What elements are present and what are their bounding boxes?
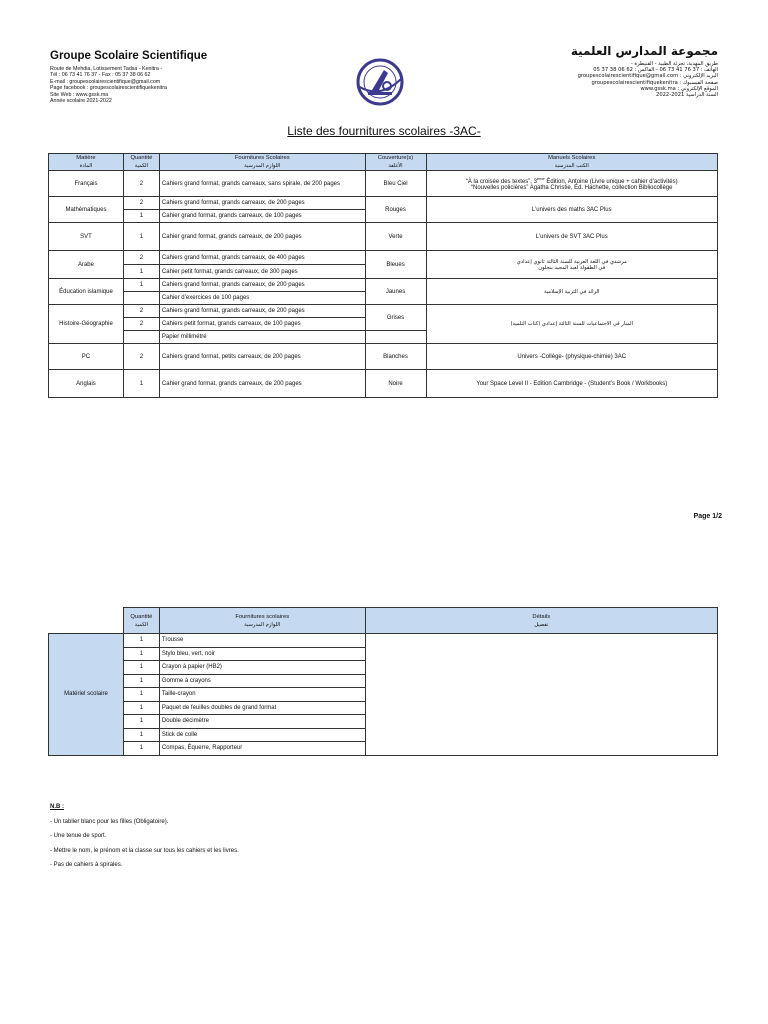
subject-cell: PC <box>49 344 124 370</box>
supply-cell: Cahier grand format, grands carreaux, de 100 pages <box>159 210 365 223</box>
subject-cell: SVT <box>49 223 124 251</box>
header-fr: Matière <box>76 155 96 161</box>
facebook-line: Page facebook : groupescolairescientifiquekenitra <box>50 85 167 92</box>
supply-cell: Stick de colle <box>159 728 365 742</box>
textbook-cell: Univers -Collège- (physique-chimie) 3AC <box>426 344 718 370</box>
col-header-couverture <box>365 154 426 171</box>
header-fr: Fournitures Scolaires <box>234 155 290 161</box>
cover-cell: Bleues <box>365 251 426 279</box>
supply-cell: Cahier grand format, grands carreaux, de 200 pages <box>159 223 365 251</box>
textbook-cell <box>426 279 718 305</box>
empty-corner-cell <box>49 608 124 634</box>
col-header-matiere <box>49 154 124 171</box>
quantity-cell: 1 <box>123 265 159 279</box>
header-ar: اللوازم المدرسية <box>244 621 281 628</box>
document-title-text: Liste des fournitures scolaires -3AC- <box>287 124 481 138</box>
textbook-cell <box>426 251 718 279</box>
header-fr: Quantité <box>130 155 153 161</box>
textbook-text: “À la croisée des textes”, 3 <box>465 179 537 185</box>
supply-cell: Taille-crayon <box>159 688 365 702</box>
note-item: - Un tablier blanc pour les filles (Obligatoire). <box>50 818 169 825</box>
supply-cell: Cahier d’exercices de 100 pages <box>159 292 365 305</box>
school-year-line: Année scolaire 2021-2022 <box>50 98 112 105</box>
col-header-quantite <box>123 608 159 634</box>
table-row <box>49 197 718 210</box>
quantity-cell: 2 <box>123 344 159 370</box>
subject-cell: Anglais <box>49 370 124 398</box>
subject-cell: Arabe <box>49 251 124 279</box>
quantity-cell: 2 <box>123 197 159 210</box>
address-line-ar: طريق المهدية، تجزئة الطبية - القنيطرة - <box>630 61 718 67</box>
quantity-cell: 2 <box>123 305 159 318</box>
supply-cell: Cahiers petit format, grands carreaux, de 100 pages <box>159 318 365 331</box>
col-header-details <box>365 608 717 634</box>
facebook-line-ar: صفحة الفيسبوك : groupescolairescientifiquekenitra <box>591 79 718 86</box>
textbook-line: مرشدي في اللغة العربية للسنة الثالثة ثانوي إعدادي <box>516 258 627 265</box>
textbook-cell: L’univers des maths 3AC Plus <box>426 197 718 223</box>
subject-cell: Histoire-Géographie <box>49 305 124 344</box>
school-year-line-ar: السنة الدراسية 2021-2022 <box>656 92 718 99</box>
page-number: Page 1/2 <box>693 513 722 520</box>
supply-cell: Cahiers grand format, petits carreaux, de 200 pages <box>159 344 365 370</box>
quantity-cell: 1 <box>123 661 159 675</box>
quantity-cell: 1 <box>123 728 159 742</box>
table-row <box>49 223 718 251</box>
header-fr: Couverture(s) <box>377 155 414 161</box>
quantity-cell: 1 <box>123 742 159 756</box>
quantity-cell: 1 <box>123 279 159 292</box>
quantity-cell: 1 <box>123 715 159 729</box>
school-name-fr: Groupe Scolaire Scientifique <box>50 50 208 62</box>
supply-cell: Cahiers grand format, grands carreaux, de 200 pages <box>159 305 365 318</box>
supply-cell: Papier millimétré <box>159 331 365 344</box>
supply-cell: Compas, Équerre, Rapporteur <box>159 742 365 756</box>
header-ar: الكتب المدرسية <box>554 163 589 169</box>
quantity-cell: 1 <box>123 701 159 715</box>
textbook-cell: Your Space Level II - Edition Cambridge - (Student’s Book / Workbooks) <box>426 370 718 398</box>
textbook-line: “Nouvelles policières” Agatha Christie, Éd. Hachette, collection Bibliocollège <box>471 185 673 191</box>
materials-table <box>48 607 718 756</box>
supply-cell: Paquet de feuilles doubles de grand format <box>159 701 365 715</box>
phone-line: Tél : 06 73 41 76 37 - Fax : 05 37 38 06 62 <box>50 72 151 79</box>
supply-cell: Crayon à papier (HB2) <box>159 661 365 675</box>
textbook-line: الرائد في التربية الإسلامية <box>544 288 600 295</box>
quantity-cell: 1 <box>123 674 159 688</box>
header-ar: الأغلفة <box>388 163 403 169</box>
textbook-line: المنار في الاجتماعيات للسنة الثالثة إعدادي (كتاب التلميذ) <box>510 321 633 327</box>
table-row <box>49 279 718 292</box>
quantity-cell: 2 <box>123 171 159 197</box>
textbook-line: في الطفولة لعبد المجيد بنجلون <box>538 264 606 271</box>
school-name-ar: مجموعة المدارس العلمية <box>570 44 718 58</box>
details-cell <box>365 634 717 756</box>
notes-heading: N.B : <box>50 804 64 810</box>
textbook-cell: L’univers de SVT 3AC Plus <box>426 223 718 251</box>
table-row <box>49 370 718 398</box>
textbook-cell <box>426 305 718 344</box>
textbook-sup: ème <box>536 176 545 181</box>
note-item: - Mettre le nom, le prénom et la classe sur tous les cahiers et les livres. <box>50 847 239 854</box>
supply-cell: Cahiers grand format, grands carreaux, sans spirale, de 200 pages <box>159 171 365 197</box>
cover-cell: Grises <box>365 305 426 331</box>
school-header-ar <box>488 44 718 98</box>
cover-cell: Bleu Ciel <box>365 171 426 197</box>
website-line-ar: الموقع الإلكتروني : www.gssk.ma <box>640 85 718 92</box>
quantity-cell <box>123 331 159 344</box>
table-row <box>49 344 718 370</box>
quantity-cell: 1 <box>123 223 159 251</box>
supply-cell: Stylo bleu, vert, noir <box>159 647 365 661</box>
supply-cell: Trousse <box>159 634 365 648</box>
supplies-table <box>48 153 718 398</box>
textbook-line <box>429 176 716 185</box>
cover-cell: Blanches <box>365 344 426 370</box>
textbook-cell <box>426 171 718 197</box>
quantity-cell: 2 <box>123 251 159 265</box>
quantity-cell: 1 <box>123 647 159 661</box>
col-header-quantite <box>123 154 159 171</box>
document-title <box>0 124 768 138</box>
supply-cell: Cahiers grand format, grands carreaux, de 200 pages <box>159 279 365 292</box>
header-fr: Manuels Scolaires <box>548 155 596 161</box>
quantity-cell: 1 <box>123 210 159 223</box>
table-row <box>49 634 718 648</box>
quantity-cell: 1 <box>123 634 159 648</box>
supply-cell: Cahier petit format, grands carreaux, de 300 pages <box>159 265 365 279</box>
cover-cell: Jaunes <box>365 279 426 305</box>
col-header-fournitures <box>159 154 365 171</box>
note-item: - Pas de cahiers à spirales. <box>50 862 123 868</box>
supply-cell: Cahiers grand format, grands carreaux, de 400 pages <box>159 251 365 265</box>
table-row <box>49 251 718 265</box>
table-header-row <box>49 608 718 634</box>
table-row <box>49 171 718 197</box>
header-ar: تفصيل <box>534 621 549 628</box>
supply-cell: Double décimètre <box>159 715 365 729</box>
header-fr: Fournitures scolaires <box>235 613 290 620</box>
header-ar: اللوازم المدرسية <box>244 163 281 169</box>
note-item: - Une tenue de sport. <box>50 833 107 839</box>
textbook-text: Édition, Antoine (Livre unique + cahier d’activités) <box>544 179 678 185</box>
notes-section <box>50 800 239 873</box>
email-line-ar: البريد الإلكتروني : groupescolairescientifique@gmail.com <box>577 73 718 80</box>
subject-cell: Français <box>49 171 124 197</box>
email-line: E-mail : groupescolairescientifique@gmail.com <box>50 78 161 85</box>
header-fr: Détails <box>532 613 551 620</box>
header-ar: الكمية <box>134 163 149 169</box>
header-ar: المادة <box>79 163 93 169</box>
website-line: Site Web : www.gssk.ma <box>50 91 109 98</box>
table-header-row <box>49 154 718 171</box>
school-header-fr <box>50 50 310 104</box>
cover-cell: Rouges <box>365 197 426 223</box>
supply-cell: Cahier grand format, grands carreaux, de 200 pages <box>159 370 365 398</box>
address-line: Route de Mehdia, Lotissement Tadsa - Kenitra - <box>50 66 163 72</box>
school-logo <box>354 56 406 108</box>
subject-cell: Mathématiques <box>49 197 124 223</box>
group-label-cell: Matériel scolaire <box>49 634 124 756</box>
quantity-cell: 1 <box>123 688 159 702</box>
subject-cell: Éducation islamique <box>49 279 124 305</box>
header-ar: الكمية <box>134 621 148 628</box>
supply-cell: Gomme à crayons <box>159 674 365 688</box>
col-header-fournitures <box>159 608 365 634</box>
cover-cell: Noire <box>365 370 426 398</box>
supply-cell: Cahiers grand format, grands carreaux, de 200 pages <box>159 197 365 210</box>
quantity-cell <box>123 292 159 305</box>
cover-cell: Verte <box>365 223 426 251</box>
cover-cell <box>365 331 426 344</box>
header-fr: Quantité <box>130 613 153 620</box>
phone-line-ar: الهاتف : 37 76 41 73 06 - الفاكس : 62 06 38 37 05 <box>593 67 718 74</box>
col-header-manuels <box>426 154 718 171</box>
table-row <box>49 305 718 318</box>
quantity-cell: 2 <box>123 318 159 331</box>
quantity-cell: 1 <box>123 370 159 398</box>
